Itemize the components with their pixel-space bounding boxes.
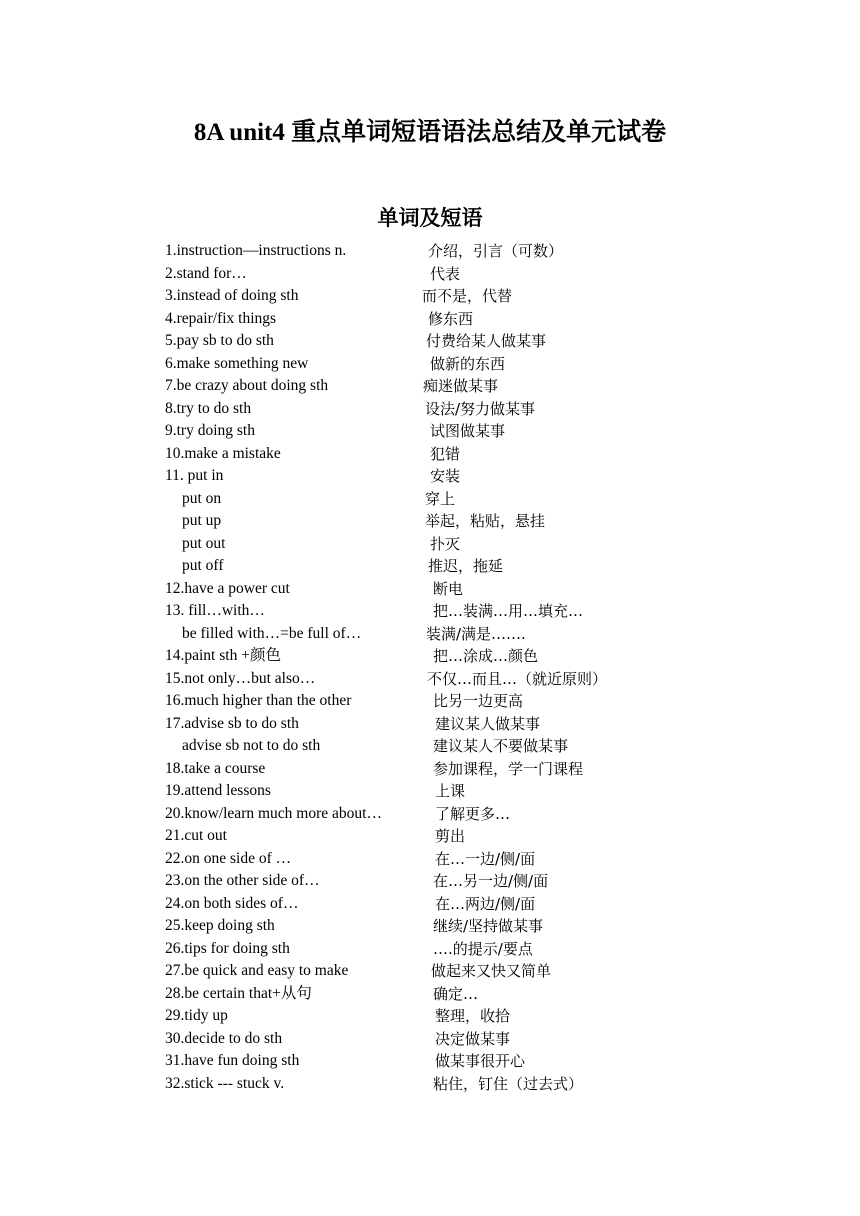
chinese-meaning: 扑灭 [430,534,461,553]
chinese-meaning: 在…一边/侧/面 [435,849,536,868]
list-item [165,555,785,578]
english-phrase: 22.on one side of … [165,849,292,867]
document-title: 8A unit4 重点单词短语语法总结及单元试卷 [193,119,667,146]
list-item [165,375,785,398]
chinese-meaning: 确定… [433,984,479,1003]
chinese-meaning: 做某事很开心 [435,1052,526,1070]
list-item [165,915,785,938]
list-item [165,510,785,533]
english-phrase: put out [182,534,226,552]
list-item [165,1028,785,1051]
list-item [165,668,785,691]
english-phrase: advise sb not to do sth [182,737,321,754]
list-item [165,623,785,646]
list-item [165,780,785,803]
list-item [165,420,785,443]
english-phrase: 31.have fun doing sth [165,1052,300,1069]
chinese-meaning: 修东西 [428,309,474,328]
english-phrase: 2.stand for… [165,264,247,282]
english-phrase: 19.attend lessons [165,782,271,799]
chinese-meaning: 举起，粘贴，悬挂 [425,512,546,530]
chinese-meaning: 整理，收拾 [435,1007,511,1025]
list-item [165,240,785,263]
english-phrase: 28.be certain that+从句 [165,984,312,1002]
chinese-meaning: 了解更多… [435,804,511,823]
chinese-meaning: 痴迷做某事 [423,377,499,395]
english-phrase: 13. fill…with… [165,602,265,619]
list-item [165,465,785,488]
list-item [165,690,785,713]
list-item [165,1005,785,1028]
english-phrase: 32.stick --- stuck v. [165,1074,285,1092]
chinese-meaning: 粘住，钉住（过去式） [433,1074,584,1093]
list-item [165,870,785,893]
chinese-meaning: 犯错 [430,444,461,463]
chinese-meaning: 比另一边更高 [433,692,524,710]
list-item [165,645,785,668]
chinese-meaning: 装满/满是……. [426,624,526,643]
english-phrase: 26.tips for doing sth [165,939,290,957]
english-phrase: 30.decide to do sth [165,1029,283,1047]
english-phrase: 5.pay sb to do sth [165,332,274,349]
list-item [165,443,785,466]
chinese-meaning: 做新的东西 [430,354,506,373]
chinese-meaning: 参加课程，学一门课程 [433,759,584,778]
list-item [165,285,785,308]
list-item [165,263,785,286]
chinese-meaning: 设法/努力做某事 [425,399,536,418]
chinese-meaning: ….的提示/要点 [433,939,533,958]
chinese-meaning: 建议某人不要做某事 [433,737,569,755]
english-phrase: 3.instead of doing sth [165,287,299,304]
chinese-meaning: 安装 [430,467,461,485]
english-phrase: put on [182,489,222,507]
vocabulary-list [165,240,785,1095]
chinese-meaning: 剪出 [435,827,466,845]
english-phrase: 11. put in [165,467,224,484]
english-phrase: 29.tidy up [165,1007,228,1024]
chinese-meaning: 做起来又快又简单 [431,962,552,980]
chinese-meaning: 上课 [435,782,466,800]
list-item [165,803,785,826]
english-phrase: be filled with…=be full of… [182,624,362,642]
list-item [165,330,785,353]
english-phrase: 24.on both sides of… [165,894,299,912]
english-phrase: 25.keep doing sth [165,917,275,934]
list-item [165,1073,785,1096]
chinese-meaning: 继续/坚持做某事 [433,917,544,935]
chinese-meaning: 而不是，代替 [422,287,513,305]
list-item [165,960,785,983]
list-item [165,825,785,848]
chinese-meaning: 推迟，拖延 [428,557,504,575]
english-phrase: 7.be crazy about doing sth [165,377,329,394]
list-item [165,578,785,601]
english-phrase: 16.much higher than the other [165,692,352,709]
chinese-meaning: 断电 [433,579,464,598]
section-heading: 单词及短语 [377,206,483,230]
chinese-meaning: 试图做某事 [430,422,506,440]
chinese-meaning: 代表 [430,264,461,283]
chinese-meaning: 决定做某事 [435,1029,511,1048]
chinese-meaning: 穿上 [425,489,456,508]
english-phrase: 27.be quick and easy to make [165,962,349,979]
chinese-meaning: 在…另一边/侧/面 [433,872,549,890]
english-phrase: put up [182,512,222,529]
chinese-meaning: 介绍，引言（可数） [428,242,564,260]
list-item [165,938,785,961]
chinese-meaning: 建议某人做某事 [435,714,541,733]
english-phrase: 8.try to do sth [165,399,252,417]
list-item [165,398,785,421]
list-item [165,983,785,1006]
list-item [165,848,785,871]
list-item [165,488,785,511]
english-phrase: 18.take a course [165,759,266,777]
chinese-meaning: 不仅…而且…（就近原则） [427,669,608,688]
english-phrase: 15.not only…but also… [165,669,316,687]
list-item [165,735,785,758]
english-phrase: 12.have a power cut [165,579,290,597]
english-phrase: 20.know/learn much more about… [165,804,382,822]
english-phrase: 1.instruction—instructions n. [165,242,347,259]
list-item [165,1050,785,1073]
list-item [165,893,785,916]
english-phrase: 21.cut out [165,827,227,844]
english-phrase: 6.make something new [165,354,309,372]
list-item [165,533,785,556]
english-phrase: 23.on the other side of… [165,872,320,889]
english-phrase: 10.make a mistake [165,444,281,462]
english-phrase: 9.try doing sth [165,422,255,439]
list-item [165,758,785,781]
english-phrase: 17.advise sb to do sth [165,714,299,732]
english-phrase: 4.repair/fix things [165,309,277,327]
chinese-meaning: 付费给某人做某事 [426,332,547,350]
list-item [165,600,785,623]
english-phrase: 14.paint sth +颜色 [165,647,281,664]
list-item [165,308,785,331]
english-phrase: put off [182,557,224,574]
list-item [165,353,785,376]
chinese-meaning: 把…涂成…颜色 [433,647,539,665]
chinese-meaning: 把…装满…用…填充… [433,602,584,620]
chinese-meaning: 在…两边/侧/面 [435,894,536,913]
list-item [165,713,785,736]
